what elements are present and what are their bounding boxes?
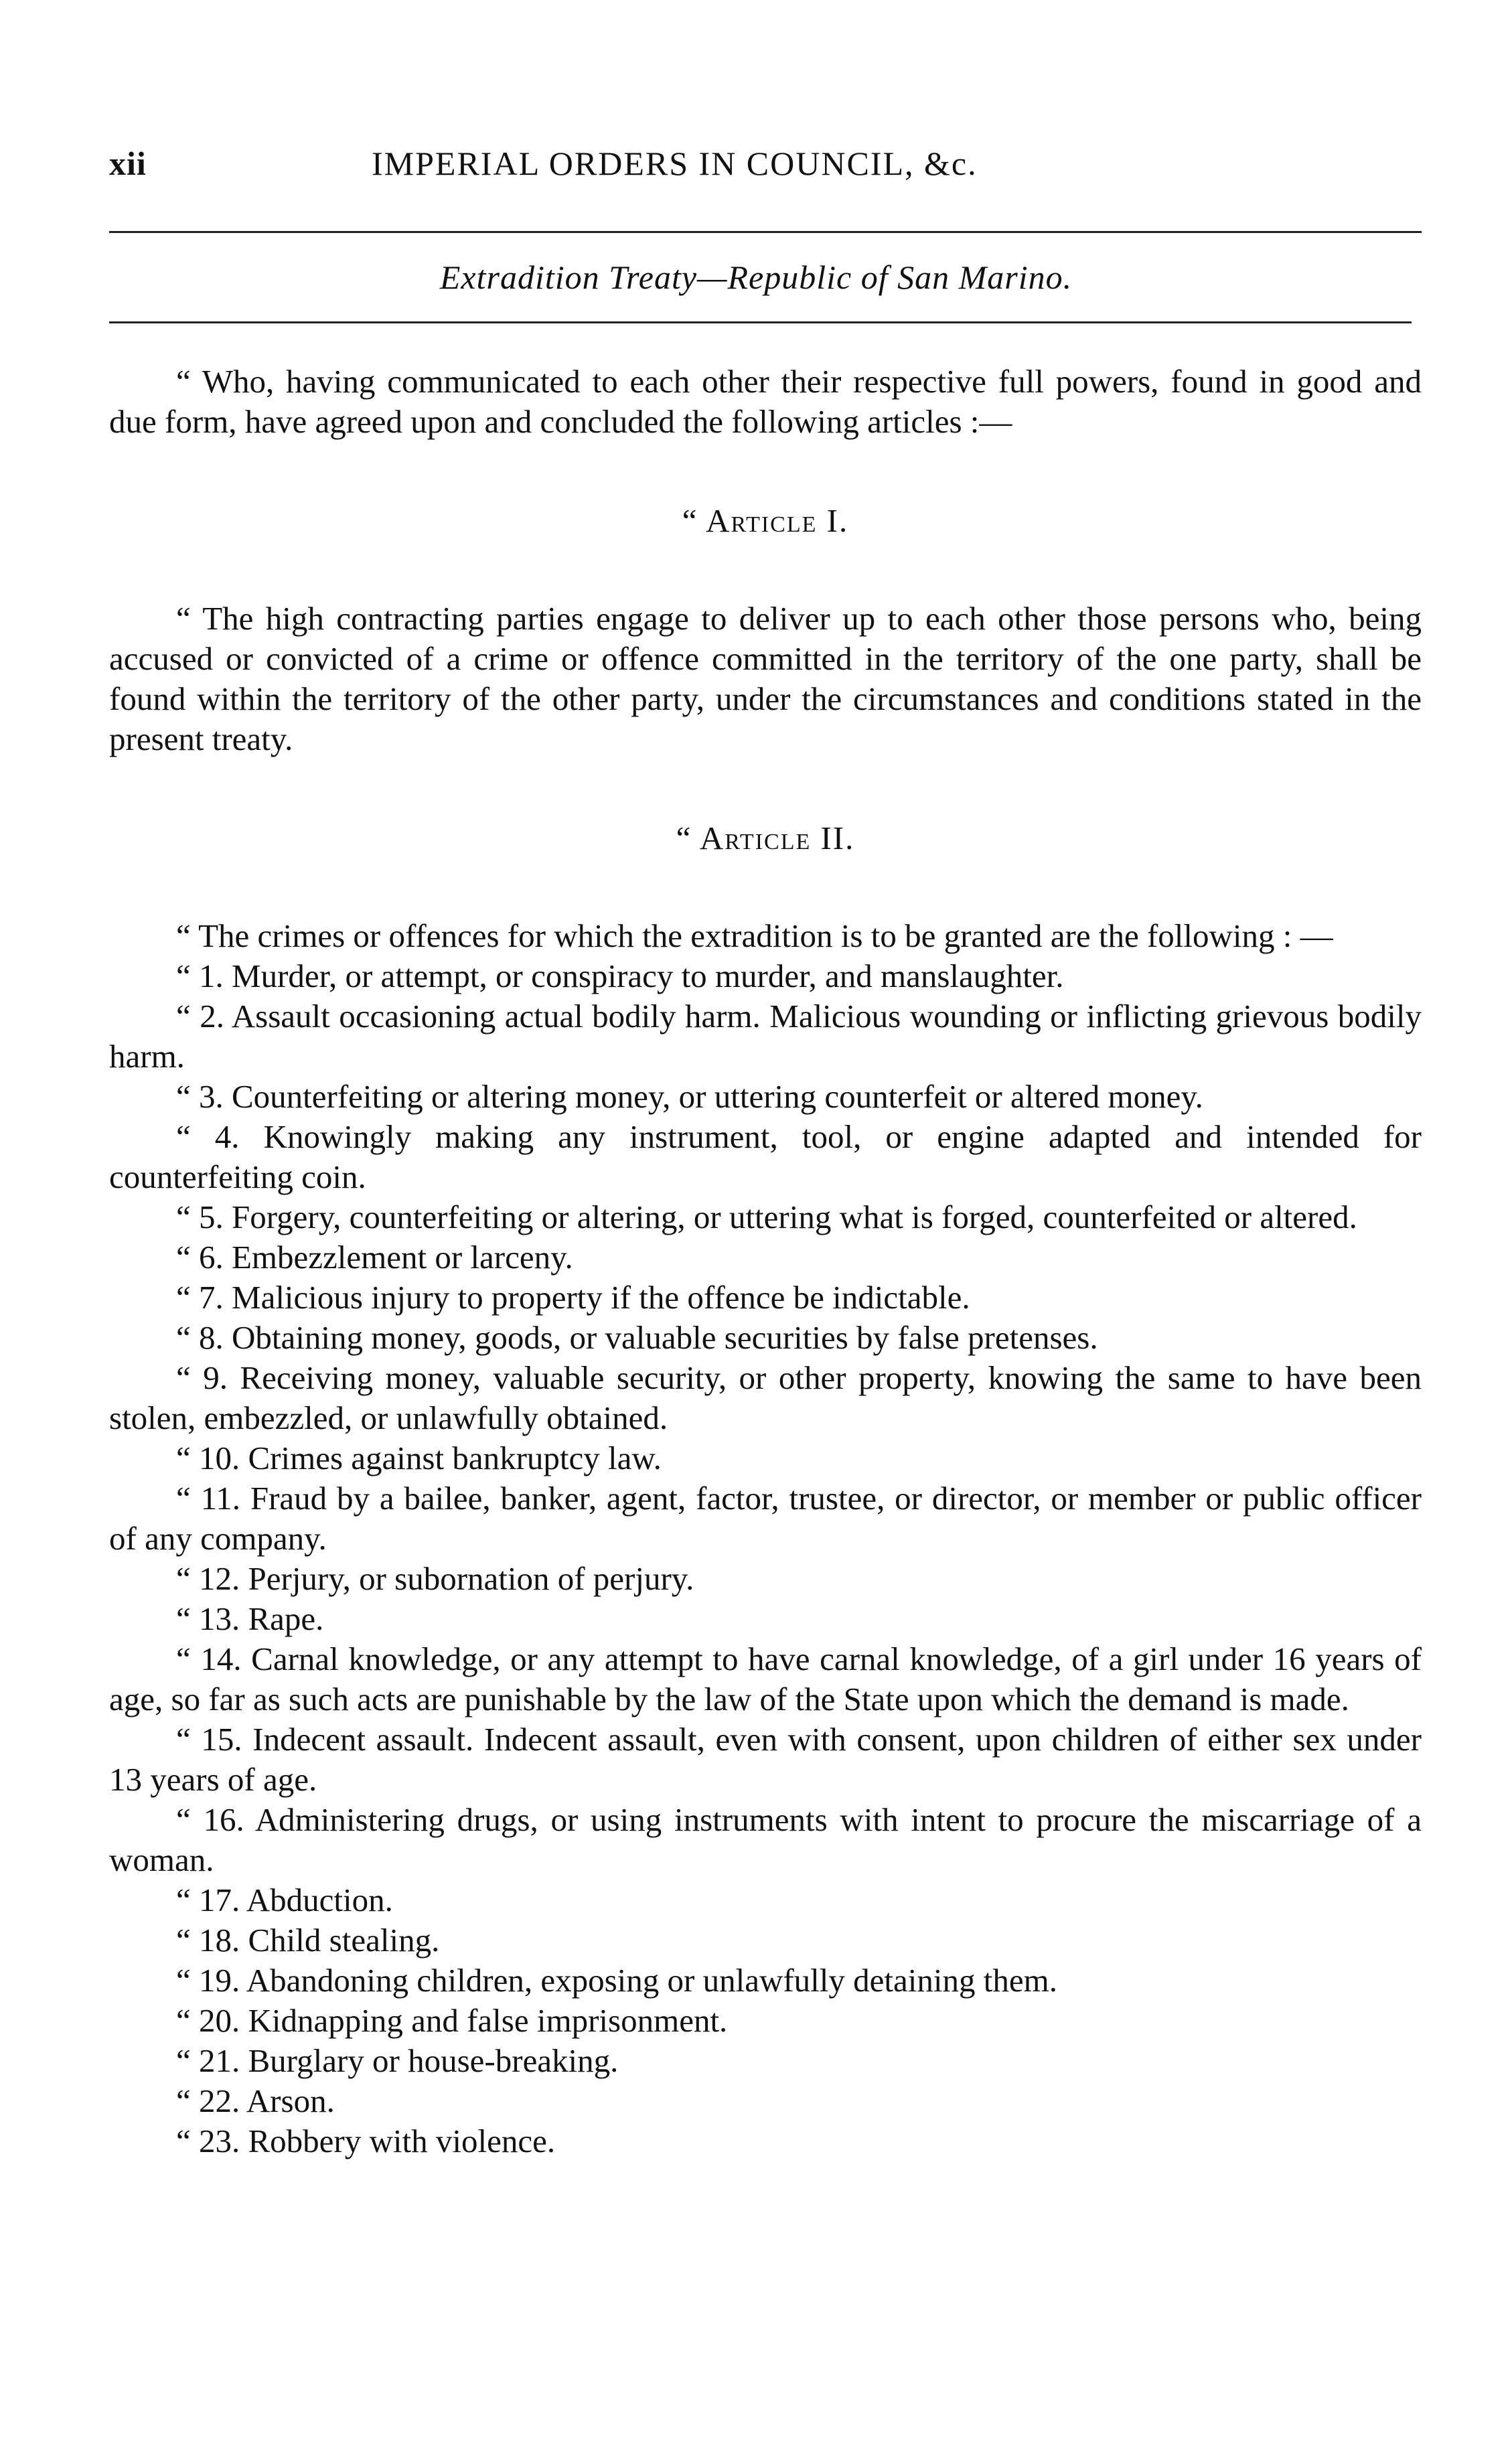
list-item: “ 10. Crimes against bankruptcy law. — [176, 1440, 662, 1476]
article-2-heading: “ Article II. — [676, 820, 855, 856]
header-rule — [109, 231, 1422, 233]
list-item: “ 6. Embezzlement or larceny. — [176, 1239, 573, 1276]
list-item: “ 5. Forgery, counterfeiting or altering, or uttering what is forged, counterfeited or altered. — [176, 1199, 1357, 1235]
list-item: “ 13. Rape. — [176, 1600, 324, 1637]
list-item: “ 20. Kidnapping and false imprisonment. — [176, 2002, 728, 2039]
list-item: “ 7. Malicious injury to property if the offence be indictable. — [176, 1279, 970, 1316]
article-2-text: “ The crimes or offences for which the extradition is to be granted are the following : — — [176, 917, 1333, 954]
list-item: “ 12. Perjury, or subornation of perjury. — [176, 1560, 694, 1597]
list-item: “ 8. Obtaining money, goods, or valuable securities by false pretenses. — [176, 1319, 1098, 1356]
list-item: “ 22. Arson. — [176, 2082, 335, 2119]
running-title: IMPERIAL ORDERS IN COUNCIL, &c. — [372, 145, 978, 182]
article-1-text: “ The high contracting parties engage to deliver up to each other those persons who, being accused or convicted of a crime or offence committed in the territory of the one party, shall be found within the territory of the other party, under the circumstances and conditions stated in the present treaty. — [109, 600, 1422, 757]
list-item: “ 2. Assault occasioning actual bodily harm. Malicious wounding or inflicting grievous bodily harm. — [109, 998, 1422, 1075]
list-item: “ 14. Carnal knowledge, or any attempt to have carnal knowledge, of a girl under 16 years of age, so far as such acts are punishable by the law of the State upon which the demand is made. — [109, 1640, 1422, 1717]
page-header — [109, 144, 1422, 191]
list-item: “ 21. Burglary or house-breaking. — [176, 2042, 619, 2079]
list-item: “ 1. Murder, or attempt, or conspiracy to murder, and manslaughter. — [176, 958, 1064, 994]
section-subtitle: Extradition Treaty—Republic of San Marino. — [439, 258, 1073, 296]
list-item: “ 3. Counterfeiting or altering money, or uttering counterfeit or altered money. — [176, 1078, 1203, 1115]
list-item: “ 11. Fraud by a bailee, banker, agent, factor, trustee, or director, or member or public officer of any company. — [109, 1480, 1422, 1557]
list-item: “ 23. Robbery with violence. — [176, 2123, 556, 2159]
list-item: “ 18. Child stealing. — [176, 1922, 440, 1959]
list-item: “ 17. Abduction. — [176, 1882, 393, 1918]
document-body — [109, 362, 1422, 2161]
list-item: “ 9. Receiving money, valuable security, or other property, knowing the same to have been stolen, embezzled, or unlawfully obtained. — [109, 1359, 1422, 1436]
article-1-heading: “ Article I. — [682, 502, 849, 539]
intro-paragraph: “ Who, having communicated to each other their respective full powers, found in good and due form, have agreed upon and concluded the following articles :— — [109, 363, 1422, 440]
list-item: “ 15. Indecent assault. Indecent assault, even with consent, upon children of either sex under 13 years of age. — [109, 1721, 1422, 1798]
list-item: “ 16. Administering drugs, or using instruments with intent to procure the miscarriage of a woman. — [109, 1801, 1422, 1878]
list-item: “ 19. Abandoning children, exposing or unlawfully detaining them. — [176, 1962, 1057, 1999]
offence-list — [109, 956, 1422, 2161]
page-number: xii — [109, 145, 147, 182]
subtitle-rule — [109, 321, 1412, 323]
list-item: “ 4. Knowingly making any instrument, tool, or engine adapted and intended for counterfeiting coin. — [109, 1118, 1422, 1195]
